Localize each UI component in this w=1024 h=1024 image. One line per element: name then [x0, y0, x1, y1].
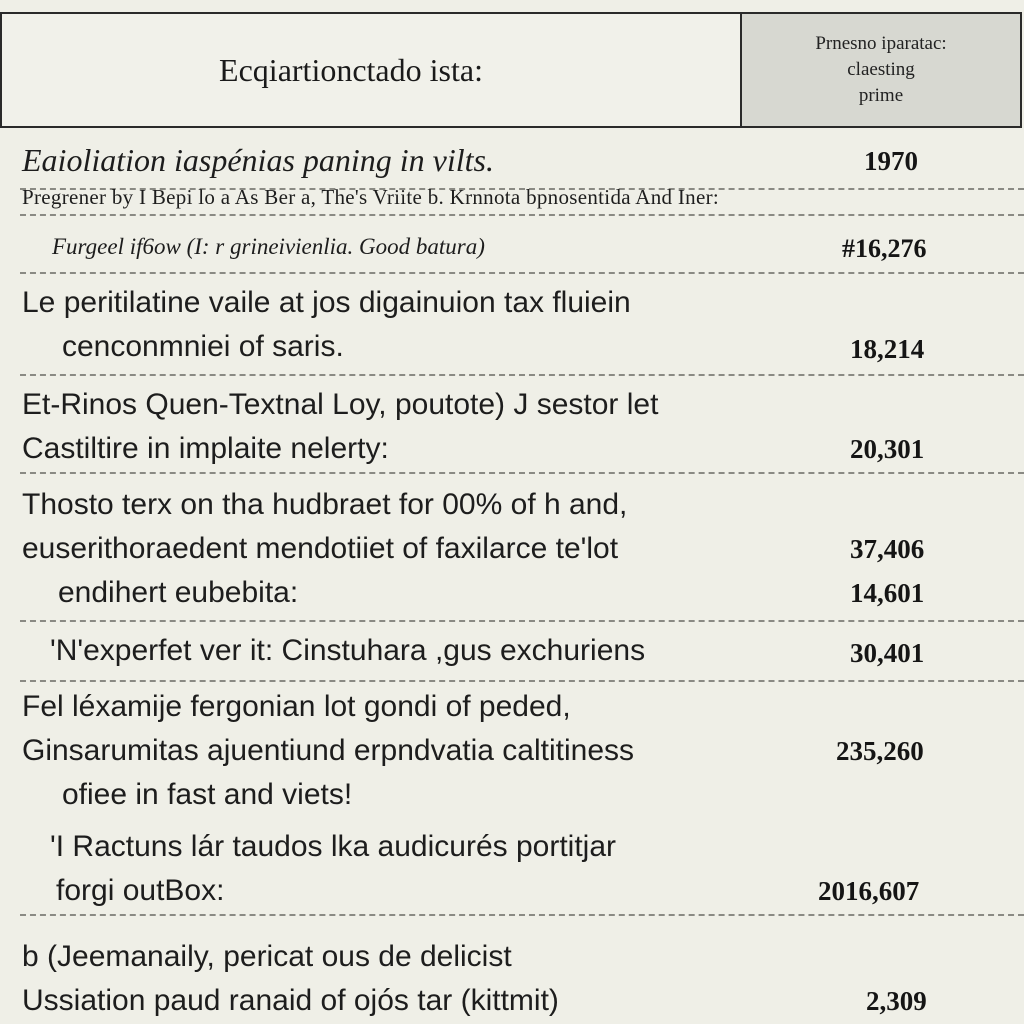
row-divider — [20, 272, 1024, 274]
row-4-line-1: Et-Rinos Quen-Textnal Loy, poutote) J sestor let — [22, 388, 659, 421]
row-6-value: 30,401 — [850, 638, 925, 668]
row-7-value: 235,260 — [836, 736, 924, 766]
row-2-value: #16,276 — [842, 234, 927, 263]
row-1-line-2: Pregrener by I Bepi lo a As Ber a, The's Vriite b. Krnnota bpnosentida And Iner: — [22, 185, 720, 209]
header-title: Ecqiartionctado ista: — [219, 51, 483, 88]
header-side-line: prime — [858, 85, 904, 106]
row-3-line-2: cenconmniei of saris. — [62, 330, 344, 363]
row-3-line-1: Le peritilatine vaile at jos digainuion tax fluiein — [22, 286, 631, 319]
row-9-value: 2,309 — [866, 986, 927, 1016]
row-1-line-1: Eaioliation iaspénias paning in vilts. — [22, 142, 494, 178]
row-5-line-3: endihert eubebita: — [58, 576, 299, 609]
row-divider — [20, 914, 1024, 916]
row-3-value: 18,214 — [850, 334, 925, 364]
row-divider — [20, 374, 1024, 376]
row-8-line-2: forgi outBox: — [56, 874, 225, 907]
row-6-line-1: 'N'experfet ver it: Cinstuhara ,gus exchuriens — [50, 634, 646, 667]
row-9-line-1: b (Jeemanaily, pericat ous de delicist — [22, 940, 512, 973]
row-1-value: 1970 — [864, 146, 918, 176]
row-5-line-2: euserithoraedent mendotiiet of faxilarce te'lot — [22, 532, 619, 565]
row-9-line-2: Ussiation paud ranaid of ojós tar (kittmit) — [22, 984, 559, 1017]
row-5-line-1: Thosto terx on tha hudbraet for 00% of h and, — [22, 488, 628, 521]
table-header — [0, 12, 1022, 128]
row-divider — [20, 620, 1024, 622]
row-divider — [20, 680, 1024, 682]
row-2-line-1: Furgeel if6ow (I: r grineivienlia. Good batura) — [52, 234, 485, 259]
header-side-line: claesting — [847, 59, 915, 80]
header-title-cell — [2, 14, 742, 126]
row-8-line-1: 'I Ractuns lár taudos lka audicurés portitjar — [50, 830, 617, 863]
row-7-line-1: Fel léxamije fergonian lot gondi of peded, — [22, 690, 571, 723]
header-side-cell — [742, 14, 1020, 126]
row-4-line-2: Castiltire in implaite nelerty: — [22, 432, 389, 465]
row-5-value: 37,406 — [850, 534, 925, 564]
row-5-value-2: 14,601 — [850, 578, 925, 608]
row-4-value: 20,301 — [850, 434, 925, 464]
row-7-line-2: Ginsarumitas ajuentiund erpndvatia caltitiness — [22, 734, 634, 767]
row-divider — [20, 214, 1024, 216]
row-8-value: 2016,607 — [818, 876, 920, 906]
row-7-line-3: ofiee in fast and viets! — [62, 778, 353, 811]
row-divider — [20, 472, 1024, 474]
header-side-line: Prnesno iparatac: — [815, 33, 947, 54]
